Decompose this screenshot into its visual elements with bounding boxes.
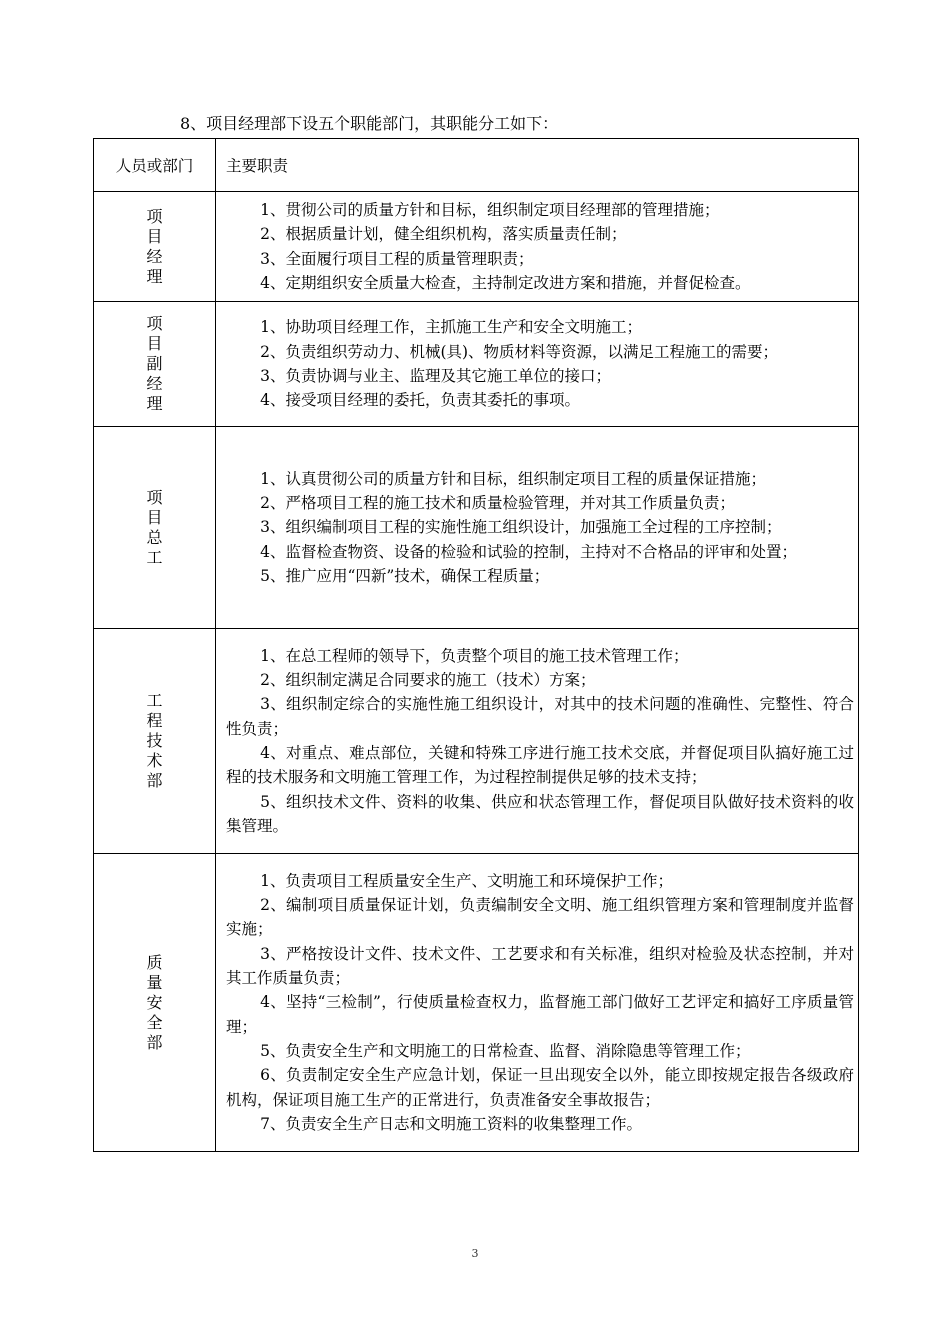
table-header-row xyxy=(94,139,859,192)
duty-item: 1、认真贯彻公司的质量方针和目标，组织制定项目工程的质量保证措施； xyxy=(260,469,766,488)
page-number: 3 xyxy=(471,1247,479,1260)
duty-item: 3、负责协调与业主、监理及其它施工单位的接口； xyxy=(260,367,611,385)
duty-item: 3、全面履行项目工程的质量管理职责； xyxy=(260,249,534,268)
duty-item: 3、组织编制项目工程的实施性施工组织设计，加强施工全过程的工序控制； xyxy=(260,518,782,537)
table-row xyxy=(94,302,859,427)
table-row xyxy=(94,629,859,854)
header-role: 人员或部门 xyxy=(94,139,216,192)
duty-item: 4、监督检查物资、设备的检验和试验的控制，主持对不合格品的评审和处置； xyxy=(260,542,797,561)
duty-item: 5、推广应用“四新”技术，确保工程质量； xyxy=(260,566,550,585)
duty-item: 1、协助项目经理工作，主抓施工生产和安全文明施工； xyxy=(260,318,642,337)
duty-item: 1、在总工程师的领导下，负责整个项目的施工技术管理工作； xyxy=(260,646,689,665)
duty-item: 2、负责组织劳动力、机械(具)、物质材料等资源，以满足工程施工的需要； xyxy=(260,342,779,361)
role-cell: 项目总工 xyxy=(146,487,163,567)
duty-item: 3、严格按设计文件、技术文件、工艺要求和有关标准，组织对检验及状态控制，并对其工作质量负责； xyxy=(226,944,854,988)
duty-item: 5、负责安全生产和文明施工的日常检查、监督、消除隐患等管理工作； xyxy=(260,1041,751,1060)
duty-item: 2、严格项目工程的施工技术和质量检验管理，并对其工作质量负责； xyxy=(260,494,735,513)
header-duties: 主要职责 xyxy=(216,139,859,192)
duty-item: 2、编制项目质量保证计划，负责编制安全文明、施工组织管理方案和管理制度并监督实施； xyxy=(226,896,854,939)
duty-item: 4、对重点、难点部位，关键和特殊工序进行施工技术交底，并督促项目队搞好施工过程的技术服务和文明施工管理工作，为过程控制提供足够的技术支持； xyxy=(226,744,854,787)
duty-item: 4、定期组织安全质量大检查，主持制定改进方案和措施，并督促检查。 xyxy=(260,273,751,292)
table-row xyxy=(94,427,859,629)
role-cell: 项目副经理 xyxy=(146,314,163,413)
intro-paragraph: 8、项目经理部下设五个职能部门，其职能分工如下： xyxy=(180,114,559,133)
duty-item: 5、组织技术文件、资料的收集、供应和状态管理工作，督促项目队做好技术资料的收集管理。 xyxy=(226,792,854,835)
duty-item: 6、负责制定安全生产应急计划，保证一旦出现安全以外，能立即按规定报告各级政府机构，保证项目施工生产的正常进行，负责准备安全事故报告； xyxy=(226,1066,854,1109)
duty-item: 1、负责项目工程质量安全生产、文明施工和环境保护工作； xyxy=(260,871,673,890)
duty-table xyxy=(93,138,859,1152)
duty-item: 1、贯彻公司的质量方针和目标，组织制定项目经理部的管理措施； xyxy=(260,200,720,219)
duty-item: 4、接受项目经理的委托，负责其委托的事项。 xyxy=(260,391,580,410)
duty-item: 3、组织制定综合的实施性施工组织设计，对其中的技术问题的准确性、完整性、符合性负责； xyxy=(226,695,854,738)
table-row xyxy=(94,854,859,1152)
duty-item: 2、根据质量计划，健全组织机构，落实质量责任制； xyxy=(260,225,627,244)
role-cell: 项目经理 xyxy=(146,206,163,286)
table-row xyxy=(94,192,859,302)
duty-item: 7、负责安全生产日志和文明施工资料的收集整理工作。 xyxy=(260,1114,642,1133)
duty-item: 2、组织制定满足合同要求的施工（技术）方案； xyxy=(260,671,596,690)
role-cell: 质量安全部 xyxy=(146,952,163,1052)
role-cell: 工程技术部 xyxy=(146,691,163,790)
duty-item: 4、坚持“三检制”，行使质量检查权力，监督施工部门做好工艺评定和搞好工序质量管理； xyxy=(226,993,854,1036)
